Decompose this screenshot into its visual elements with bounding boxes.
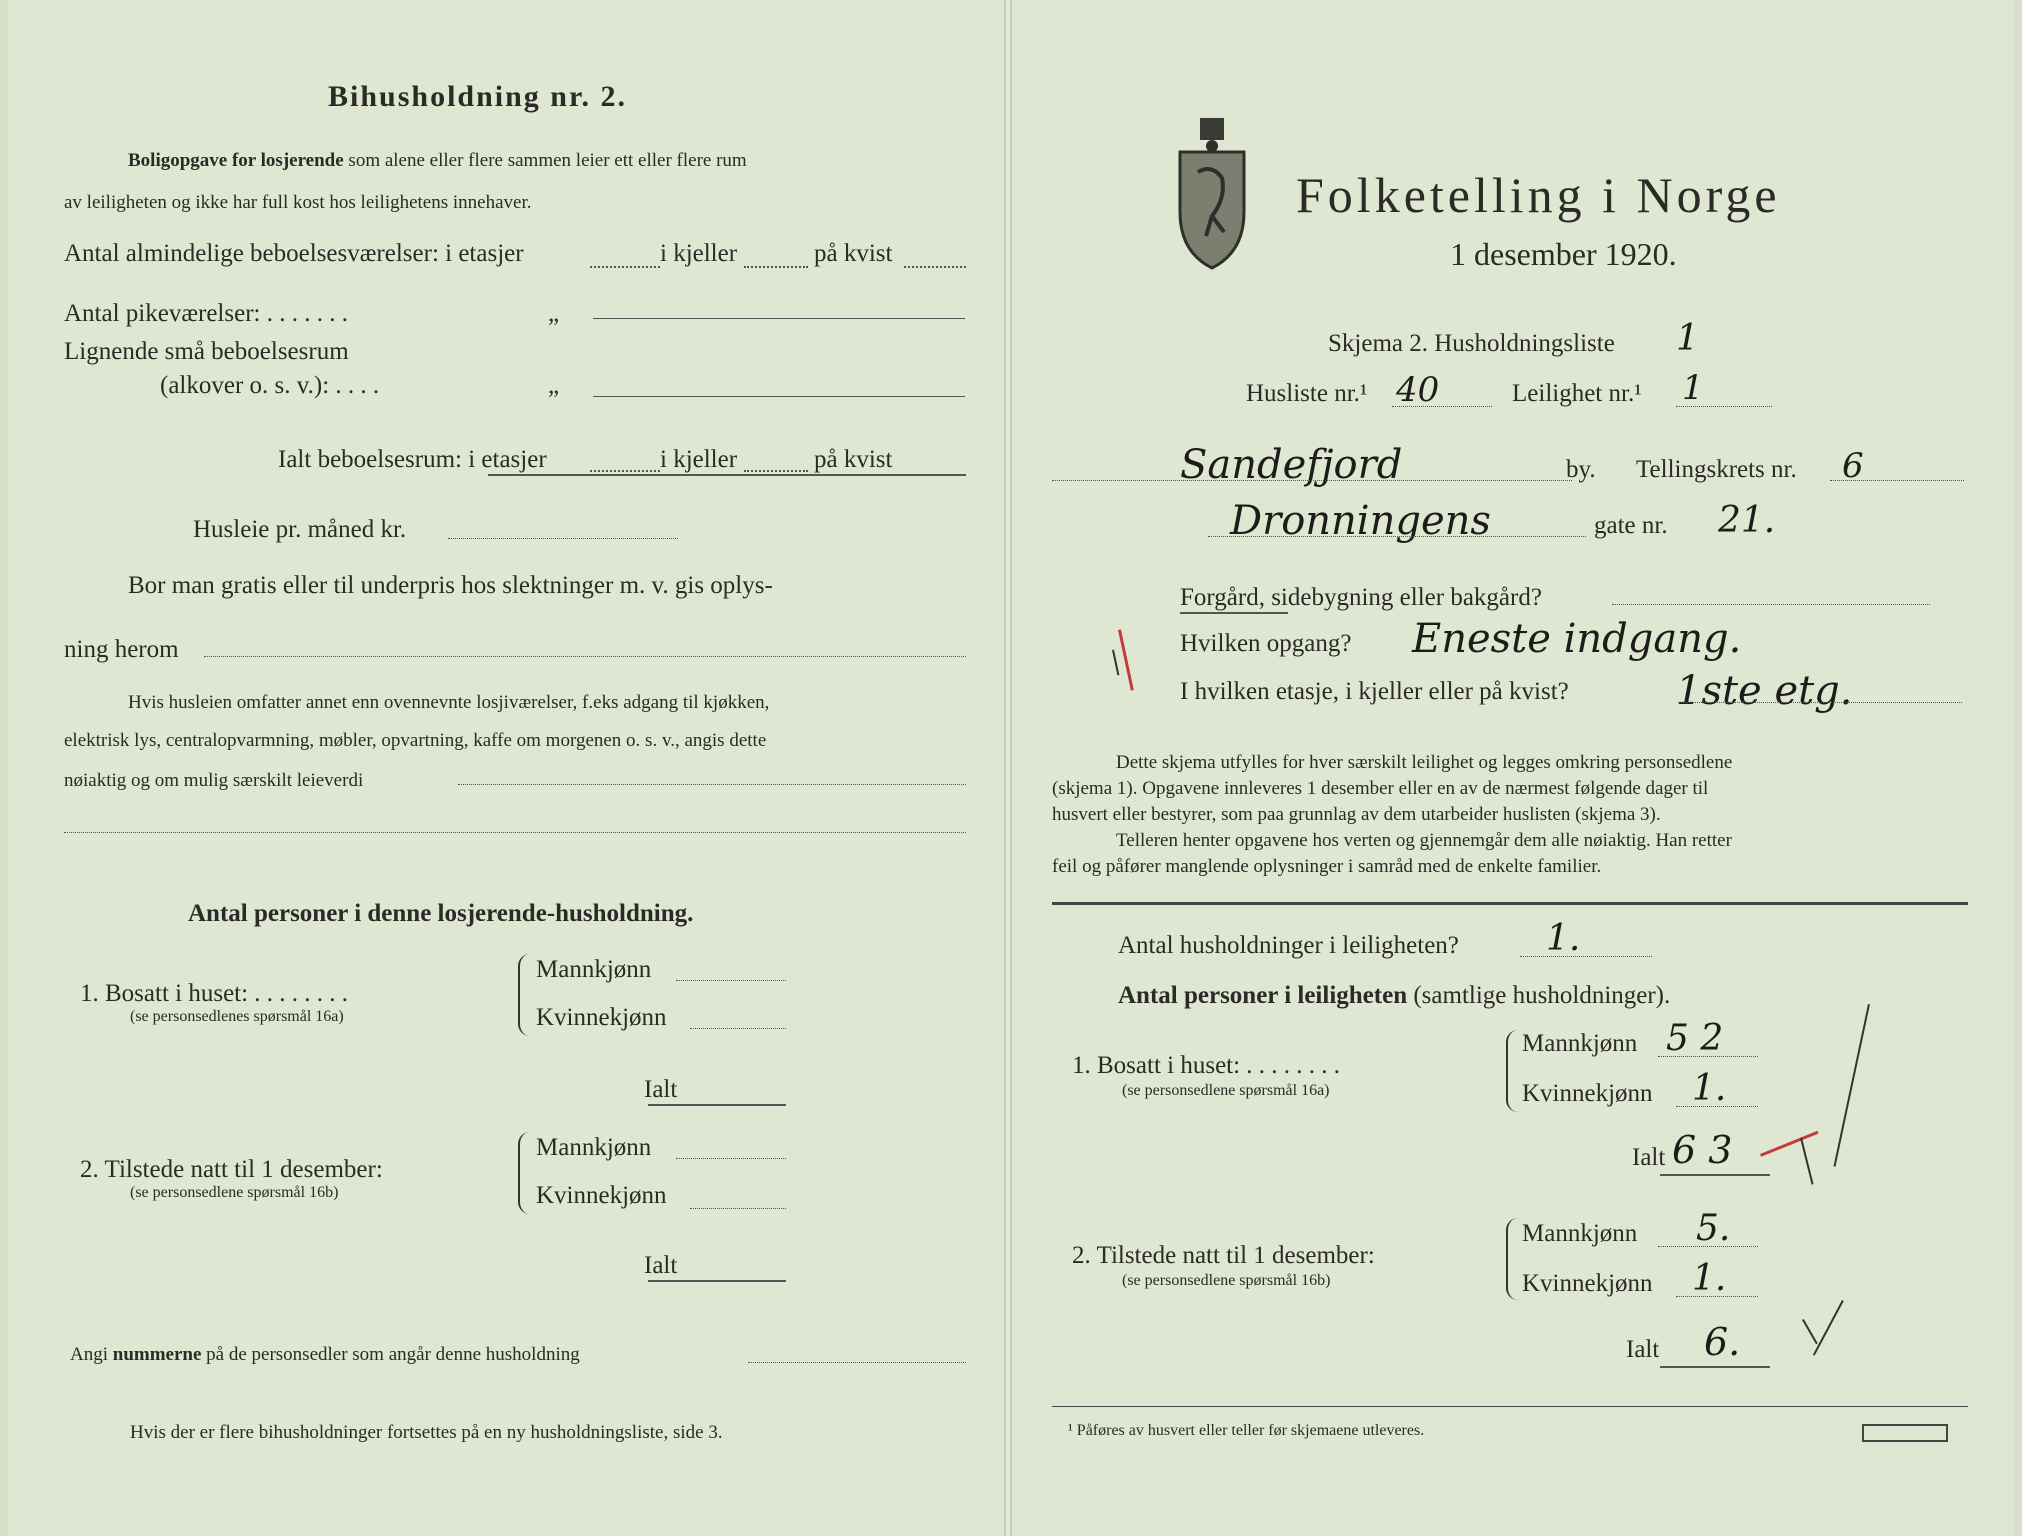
rooms-etasjer-field[interactable] [590, 266, 660, 268]
right-q2-label: 2. Tilstede natt til 1 desember: [1072, 1242, 1375, 1269]
ialt-kvist-label: på kvist [814, 446, 893, 473]
left-q2-kvinne: Kvinnekjønn [536, 1182, 667, 1209]
left-q2-sub: (se personsedlene spørsmål 16b) [130, 1184, 339, 1201]
hvis-field-2[interactable] [64, 832, 966, 833]
left-footer: Hvis der er flere bihusholdninger fortsettes på en ny husholdningsliste, side 3. [130, 1422, 723, 1443]
red-correction-mark [1760, 1131, 1819, 1157]
right-q1-mann-field [1658, 1056, 1758, 1057]
footnote-rule [1052, 1406, 1968, 1407]
leilighet-field [1676, 406, 1772, 407]
rooms-kvist-field[interactable] [904, 266, 966, 268]
page-fold [1004, 0, 1012, 1536]
left-q2-kvinne-field[interactable] [690, 1208, 786, 1209]
right-q1-kvinne: Kvinnekjønn [1522, 1080, 1653, 1107]
intro-rest: som alene eller flere sammen leier ett eller flere rum [348, 150, 747, 171]
husliste-field [1392, 406, 1492, 407]
lignende-fields[interactable] [593, 396, 965, 397]
right-q1-ialt-field [1660, 1174, 1770, 1176]
right-q2-sub: (se personsedlene spørsmål 16b) [1122, 1272, 1331, 1289]
right-page [1012, 0, 2014, 1536]
left-q2-mann: Mannkjønn [536, 1134, 652, 1161]
pike-label: Antal pikeværelser: . . . . . . . [64, 300, 348, 327]
right-title: Folketelling i Norge [1296, 167, 1781, 223]
antal-hush-label: Antal husholdninger i leiligheten? [1118, 932, 1459, 959]
antal-hush-field [1520, 956, 1652, 957]
forgaard-question: Forgård, sidebygning eller bakgård? [1180, 584, 1542, 611]
forgaard-field[interactable] [1612, 604, 1930, 605]
ialt-rooms-label: Ialt beboelsesrum: i etasjer [278, 446, 547, 473]
angi-pre: Angi [70, 1344, 108, 1365]
left-q1-kvinne: Kvinnekjønn [536, 1004, 667, 1031]
gate-number[interactable]: 21. [1718, 500, 1776, 541]
right-q2-kvinne-field [1676, 1296, 1758, 1297]
pencil-check-q2-short [1802, 1319, 1818, 1344]
angi-line [70, 1344, 580, 1366]
intro-line-1 [128, 150, 747, 172]
husliste-label: Husliste nr.¹ [1246, 380, 1368, 407]
leilighet-number[interactable]: 1 [1682, 368, 1704, 408]
rooms-kjeller-field[interactable] [744, 266, 808, 268]
ialt-etasjer-field[interactable] [590, 470, 660, 472]
pencil-check-long [1833, 1004, 1869, 1167]
city-field [1052, 480, 1572, 481]
coat-of-arms-icon [1172, 112, 1252, 272]
lignende-1: Lignende små beboelsesrum [64, 338, 349, 365]
street-value[interactable]: Dronningens [1230, 498, 1491, 544]
right-q1-brace [1506, 1030, 1518, 1112]
husliste-number[interactable]: 40 [1396, 370, 1440, 410]
city-value[interactable]: Sandefjord [1180, 442, 1403, 488]
rooms-label: Antal almindelige beboelsesværelser: i etasjer [64, 240, 524, 267]
right-q2-mann-field [1658, 1246, 1758, 1247]
rooms-kvist-label: på kvist [814, 240, 893, 267]
angi-bold: nummerne [112, 1344, 202, 1365]
pencil-mark [1112, 650, 1119, 676]
tellingskrets-number[interactable]: 6 [1842, 446, 1864, 486]
right-q2-brace [1506, 1218, 1518, 1300]
left-q2-ialt: Ialt [644, 1252, 678, 1279]
pike-ditto: „ [548, 300, 560, 327]
right-q2-kvinne-value[interactable]: 1. [1692, 1258, 1727, 1299]
leilighet-label: Leilighet nr.¹ [1512, 380, 1642, 407]
left-q1-sub: (se personsedlenes spørsmål 16a) [130, 1008, 344, 1025]
rooms-kjeller-label: i kjeller [660, 240, 738, 267]
persons-heading-rest: (samtlige husholdninger). [1413, 982, 1671, 1009]
right-q1-sub: (se personsedlene spørsmål 16a) [1122, 1082, 1330, 1099]
left-q1-brace [518, 954, 530, 1036]
angi-post: på de personsedler som angår denne husholdning [206, 1344, 580, 1365]
ialt-kjeller-label: i kjeller [660, 446, 738, 473]
left-q1-mann: Mannkjønn [536, 956, 652, 983]
forgaard-underline [1180, 612, 1288, 614]
left-q1-mann-field[interactable] [676, 980, 786, 981]
hvis-line-1: Hvis husleien omfatter annet enn ovennevnte losjiværelser, f.eks adgang til kjøkken, [128, 692, 770, 713]
note-line-1: Dette skjema utfylles for hver særskilt leilighet og legges omkring personsedlene [1116, 752, 1733, 773]
left-q1-ialt: Ialt [644, 1076, 678, 1103]
right-q1-ialt: Ialt [1632, 1144, 1666, 1171]
note-line-2: (skjema 1). Opgavene innleveres 1 desember eller en av de nærmest følgende dager til [1052, 778, 1709, 799]
right-q1-ialt-value[interactable]: 6 3 [1672, 1128, 1733, 1172]
left-q2-ialt-field[interactable] [648, 1280, 786, 1282]
bor-line-1: Bor man gratis eller til underpris hos slektninger m. v. gis oplys- [128, 572, 773, 599]
skjema-label: Skjema 2. Husholdningsliste [1328, 330, 1615, 357]
right-q1-kvinne-value[interactable]: 1. [1692, 1068, 1727, 1109]
pencil-check-short [1800, 1138, 1814, 1185]
left-q2-label: 2. Tilstede natt til 1 desember: [80, 1156, 383, 1183]
note-line-5: feil og påfører manglende oplysninger i samråd med de enkelte familier. [1052, 856, 1602, 877]
right-q2-ialt: Ialt [1626, 1336, 1660, 1363]
hvis-line-2: elektrisk lys, centralopvarmning, møbler, opvartning, kaffe om morgenen o. s. v., angis dette [64, 730, 767, 751]
husholdningsliste-number[interactable]: 1 [1676, 318, 1699, 359]
census-date: 1 desember 1920. [1450, 236, 1677, 272]
lignende-2: (alkover o. s. v.): . . . . [160, 372, 380, 399]
angi-field[interactable] [748, 1362, 966, 1363]
pencil-check-q2-long [1813, 1300, 1844, 1356]
section-rule [1052, 902, 1968, 905]
left-q2-brace [518, 1132, 530, 1214]
red-tick-mark [1118, 629, 1134, 690]
gate-label: gate nr. [1594, 512, 1668, 539]
hvis-field[interactable] [458, 784, 966, 785]
right-footnote: ¹ Påføres av husvert eller teller før skjemaene utleveres. [1068, 1422, 1425, 1439]
bor-line-2: ning herom [64, 636, 179, 663]
right-q2-mann-value[interactable]: 5. [1696, 1208, 1731, 1249]
intro-line-2: av leiligheten og ikke har full kost hos leilighetens innehaver. [64, 192, 532, 213]
tellingskrets-field [1830, 480, 1964, 481]
left-persons-heading: Antal personer i denne losjerende-husholdning. [188, 900, 694, 927]
ialt-kjeller-field[interactable] [744, 470, 808, 472]
antal-hush-value[interactable]: 1. [1546, 918, 1581, 959]
street-field [1208, 536, 1586, 537]
left-page [8, 0, 1010, 1536]
right-q2-ialt-value[interactable]: 6. [1704, 1320, 1741, 1364]
intro-bold: Boligopgave for losjerende [128, 150, 344, 171]
note-line-4: Telleren henter opgavene hos verten og gjennemgår dem alle nøiaktig. Han retter [1116, 830, 1732, 851]
bor-field[interactable] [204, 656, 966, 657]
left-q1-label: 1. Bosatt i huset: . . . . . . . . [80, 980, 349, 1007]
right-q1-mann: Mannkjønn [1522, 1030, 1638, 1057]
etasje-value[interactable]: 1ste etg. [1676, 668, 1853, 714]
lignende-ditto: „ [548, 372, 560, 399]
left-title: Bihusholdning nr. 2. [328, 80, 628, 113]
right-q2-mann: Mannkjønn [1522, 1220, 1638, 1247]
ialt-underline [488, 474, 966, 476]
left-q1-ialt-field[interactable] [648, 1104, 786, 1106]
by-label: by. [1566, 456, 1596, 483]
husleie-label: Husleie pr. måned kr. [193, 516, 407, 543]
right-persons-heading [1118, 982, 1670, 1010]
left-q1-kvinne-field[interactable] [690, 1028, 786, 1029]
persons-heading-bold: Antal personer i leiligheten [1118, 982, 1408, 1009]
etasje-label: I hvilken etasje, i kjeller eller på kvist? [1180, 678, 1569, 705]
right-q2-ialt-field [1660, 1366, 1770, 1368]
right-q1-label: 1. Bosatt i huset: . . . . . . . . [1072, 1052, 1341, 1079]
left-q2-mann-field[interactable] [676, 1158, 786, 1159]
printer-stamp [1862, 1424, 1948, 1442]
hvis-line-3: nøiaktig og om mulig særskilt leieverdi [64, 770, 364, 791]
right-q1-kvinne-field [1676, 1106, 1758, 1107]
husleie-field[interactable] [448, 538, 678, 539]
note-line-3: husvert eller bestyrer, som paa grunnlag av dem utarbeider huslisten (skjema 3). [1052, 804, 1661, 825]
right-q2-kvinne: Kvinnekjønn [1522, 1270, 1653, 1297]
opgang-value[interactable]: Eneste indgang. [1412, 616, 1742, 662]
opgang-label: Hvilken opgang? [1180, 630, 1352, 657]
tellingskrets-label: Tellingskrets nr. [1636, 456, 1797, 483]
pike-fields[interactable] [593, 318, 965, 319]
right-q1-mann-value[interactable]: 5 2 [1666, 1018, 1724, 1059]
etasje-field [1678, 702, 1962, 703]
